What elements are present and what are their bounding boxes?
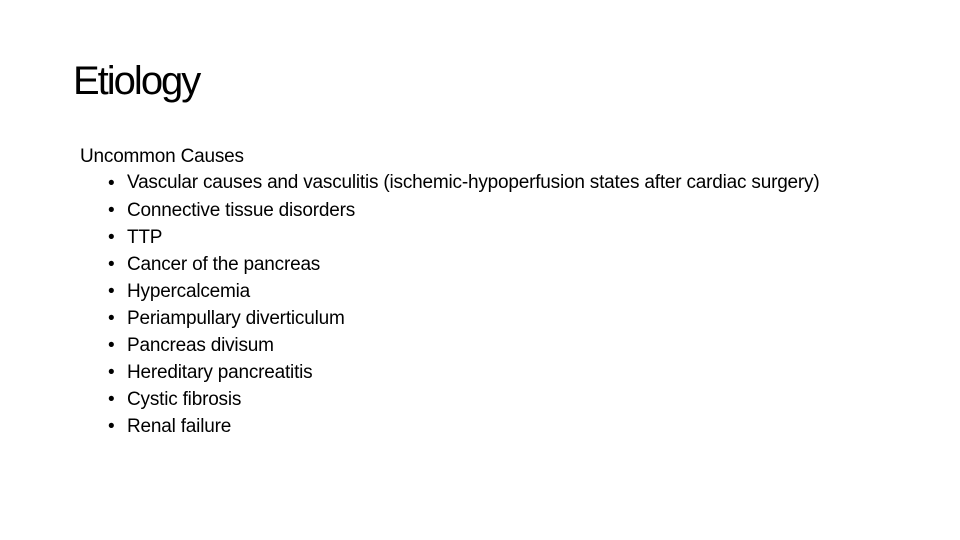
section-heading: Uncommon Causes: [80, 146, 244, 167]
list-item: [108, 224, 860, 251]
bullet-icon: •: [108, 389, 115, 410]
list-item: [108, 359, 860, 386]
bullet-icon: •: [108, 335, 115, 356]
list-item-text: Connective tissue disorders: [127, 200, 355, 221]
bullet-icon: •: [108, 362, 115, 383]
list-item-text: Periampullary diverticulum: [127, 308, 345, 329]
list-item-text: Hereditary pancreatitis: [127, 362, 313, 383]
bullet-icon: •: [108, 173, 115, 194]
bullet-icon: •: [108, 227, 115, 248]
bullet-icon: •: [108, 254, 115, 275]
list-item: [108, 251, 860, 278]
slide-title: Etiology: [73, 59, 200, 103]
list-item: [108, 197, 860, 224]
list-item-text: Renal failure: [127, 416, 232, 437]
bullet-icon: •: [108, 416, 115, 437]
bullet-list: [80, 170, 860, 440]
list-item-text: Cystic fibrosis: [127, 389, 242, 410]
list-item: [108, 170, 860, 197]
list-item-text: Cancer of the pancreas: [127, 254, 321, 275]
bullet-icon: •: [108, 200, 115, 221]
list-item-text: Vascular causes and vasculitis (ischemic-hypoperfusion states after cardiac surgery): [127, 172, 820, 193]
list-item: [108, 332, 860, 359]
list-item: [108, 386, 860, 413]
list-item-text: TTP: [127, 227, 163, 248]
bullet-icon: •: [108, 281, 115, 302]
list-item: [108, 305, 860, 332]
bullet-icon: •: [108, 308, 115, 329]
list-item: [108, 278, 860, 305]
list-item: [108, 413, 860, 440]
slide-body: [80, 144, 860, 440]
list-item-text: Hypercalcemia: [127, 281, 251, 302]
list-item-text: Pancreas divisum: [127, 335, 274, 356]
